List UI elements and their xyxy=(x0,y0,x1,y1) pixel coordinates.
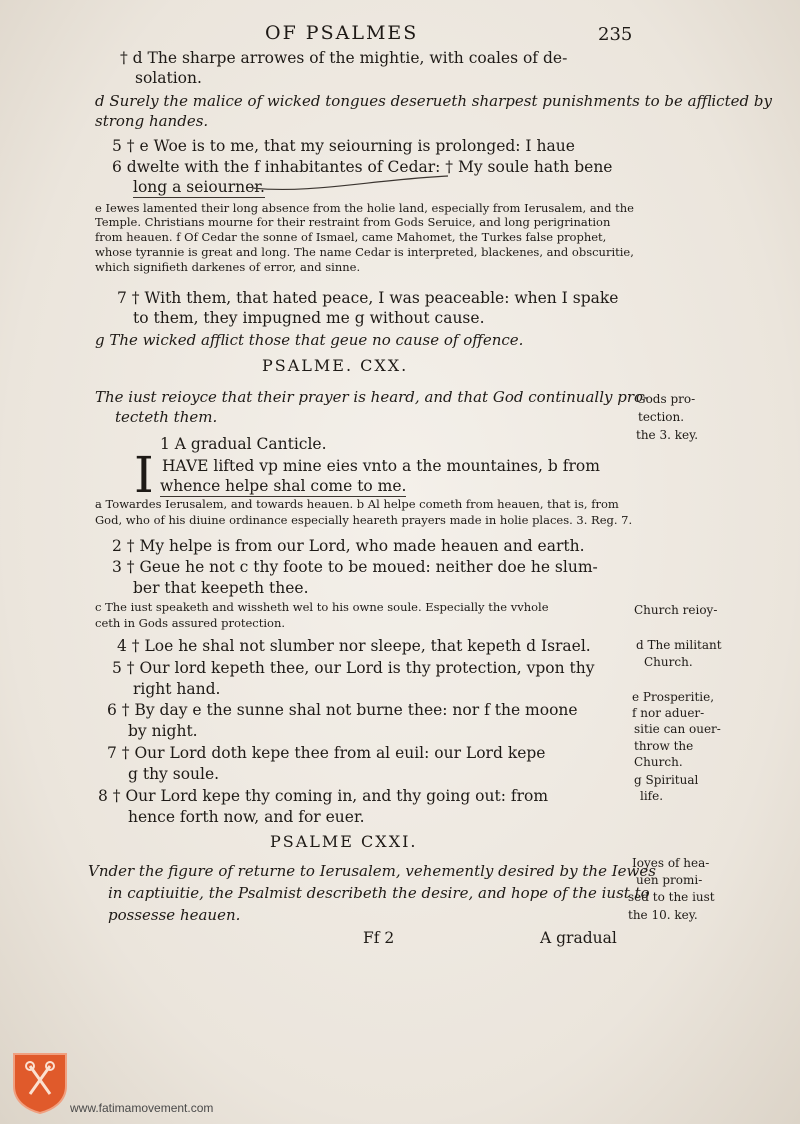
verse-line: g thy soule. xyxy=(128,765,220,783)
verse-line: 5 † Our lord kepeth thee, our Lord is thy protection, vpon thy xyxy=(112,659,595,677)
margin-note: Ioyes of hea- xyxy=(632,856,710,870)
margin-note: e Prosperitie, xyxy=(632,690,715,704)
verse-line: 5 † e Woe is to me, that my seiourning is prolonged: I haue xyxy=(112,137,575,155)
margin-note: sed to the iust xyxy=(628,890,715,904)
psalm-argument: possesse heauen. xyxy=(108,906,241,924)
verse-line: † d The sharpe arrowes of the mightie, with coales of de- xyxy=(120,49,568,67)
page-number: 235 xyxy=(598,24,633,45)
annotation-line: g The wicked afflict those that geue no cause of offence. xyxy=(95,331,524,349)
note-line: whose tyrannie is great and long. The name Cedar is interpreted, blackenes, and obscuritie, xyxy=(95,245,634,259)
verse-line: 6 dwelte with the f inhabitantes of Cedar: † My soule hath bene xyxy=(112,158,613,176)
verse-line: 2 † My helpe is from our Lord, who made heauen and earth. xyxy=(112,537,585,555)
note-line: which signifieth darkenes of error, and sinne. xyxy=(95,260,361,274)
note-line: c The iust speaketh and wissheth wel to his owne soule. Especially the vvhole xyxy=(95,600,549,614)
psalm-argument: tecteth them. xyxy=(115,408,218,426)
note-line: God, who of his diuine ordinance especially heareth prayers made in holie places. 3. Reg. 7. xyxy=(95,513,633,527)
margin-note: the 3. key. xyxy=(636,428,699,442)
psalm-argument: in captiuitie, the Psalmist describeth the desire, and hope of the iust to xyxy=(108,884,650,902)
verse-line: 7 † With them, that hated peace, I was peaceable: when I spake xyxy=(117,289,619,307)
margin-note: uen promi- xyxy=(636,873,703,887)
note-line: from heauen. f Of Cedar the sonne of Ismael, came Mahomet, the Turkes false prophet, xyxy=(95,230,607,244)
note-line: ceth in Gods assured protection. xyxy=(95,616,286,630)
verse-line: 8 † Our Lord kepe thy coming in, and thy going out: from xyxy=(98,787,549,805)
verse-line: 6 † By day e the sunne shal not burne thee: nor f the moone xyxy=(107,701,578,719)
psalm-title: PSALME. CXX. xyxy=(262,356,409,375)
signature-mark: Ff 2 xyxy=(363,929,395,947)
verse-line: ber that keepeth thee. xyxy=(133,579,309,597)
margin-note: sitie can ouer- xyxy=(634,722,721,736)
note-line: e Iewes lamented their long absence from the holie land, especially from Ierusalem, and the xyxy=(95,201,634,215)
canticle-heading: 1 A gradual Canticle. xyxy=(160,435,327,453)
margin-note: d The militant xyxy=(636,638,722,652)
verse-line: hence forth now, and for euer. xyxy=(128,808,365,826)
margin-note: f nor aduer- xyxy=(632,706,705,720)
verse-line: long a seiourner. xyxy=(133,178,265,196)
psalm-argument: The iust reioyce that their prayer is heard, and that God continually pro- xyxy=(95,388,649,406)
verse-line: 7 † Our Lord doth kepe thee from al euil: our Lord kepe xyxy=(107,744,546,762)
verse-line: HAVE lifted vp mine eies vnto a the mountaines, b from xyxy=(162,457,600,475)
margin-note: Church reioy- xyxy=(634,603,718,617)
verse-line: by night. xyxy=(128,722,198,740)
verse-line: to them, they impugned me g without cause. xyxy=(133,309,485,327)
psalm-argument: Vnder the figure of returne to Ierusalem, vehemently desired by the Iewes xyxy=(88,862,656,880)
watermark-url: www.fatimamovement.com xyxy=(70,1101,214,1115)
psalm-title: PSALME CXXI. xyxy=(270,832,418,851)
hand-drawn-underline xyxy=(250,170,450,196)
margin-note: Church. xyxy=(634,755,683,769)
annotation-line: d Surely the malice of wicked tongues deserueth sharpest punishments to be afflicted by xyxy=(95,92,772,110)
margin-note: life. xyxy=(640,789,664,803)
annotation-line: strong handes. xyxy=(95,112,209,130)
margin-note: throw the xyxy=(634,739,694,753)
drop-cap: I xyxy=(134,446,154,504)
margin-note: Gods pro- xyxy=(636,392,696,406)
verse-line: 3 † Geue he not c thy foote to be moued: neither doe he slum- xyxy=(112,558,598,576)
verse-line: whence helpe shal come to me. xyxy=(160,477,407,495)
catchword: A gradual xyxy=(540,929,617,947)
verse-line: solation. xyxy=(135,69,202,87)
verse-line: 4 † Loe he shal not slumber nor sleepe, that kepeth d Israel. xyxy=(117,637,591,655)
verse-line: right hand. xyxy=(133,680,221,698)
margin-note: the 10. key. xyxy=(628,908,698,922)
margin-note: g Spiritual xyxy=(634,773,699,787)
margin-note: tection. xyxy=(638,410,685,424)
note-line: a Towardes Ierusalem, and towards heauen. b Al helpe cometh from heauen, that is, from xyxy=(95,497,619,511)
note-line: Temple. Christians mourne for their restraint from Gods Seruice, and long perigrination xyxy=(95,215,611,229)
margin-note: Church. xyxy=(644,655,693,669)
running-header: OF PSALMES xyxy=(265,22,419,44)
crest-logo-icon xyxy=(12,1052,68,1114)
